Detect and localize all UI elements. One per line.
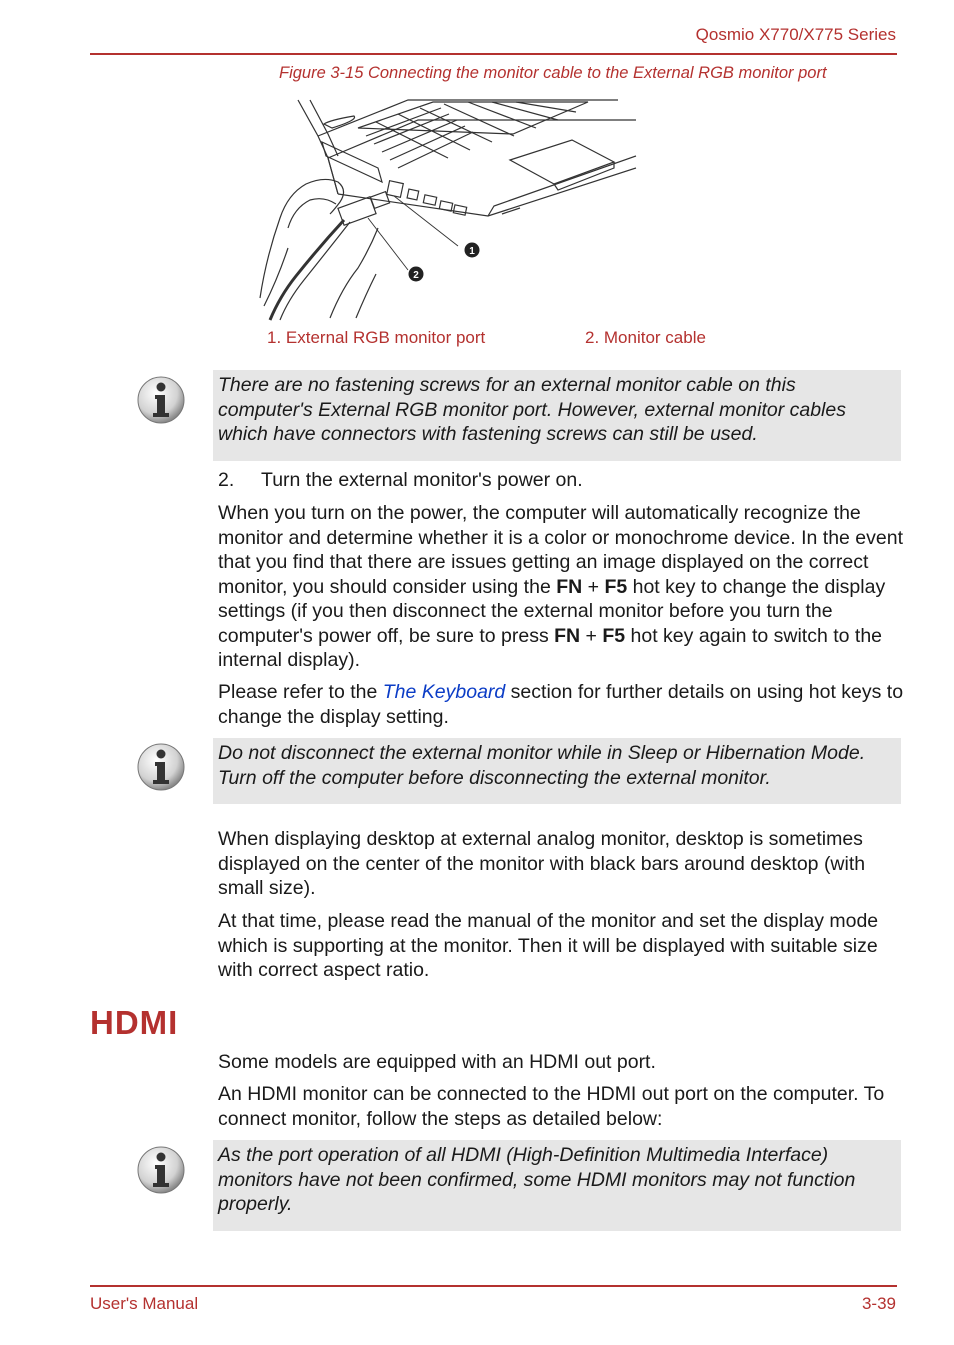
info-icon xyxy=(136,1145,186,1195)
f5-key: F5 xyxy=(604,575,628,598)
header-title: Qosmio X770/X775 Series xyxy=(695,25,896,44)
footer-rule xyxy=(90,1285,897,1287)
note-text: There are no fastening screws for an external monitor cable on this computer's External RGB monitor port. However, external monitor cables which have connectors with fastening screws can still be used. xyxy=(218,374,846,445)
fn-key: FN xyxy=(554,624,581,647)
paragraph-text: hot key again to switch to the internal display). xyxy=(218,624,883,671)
page-number: 3-39 xyxy=(861,1294,896,1313)
fn-key: FN xyxy=(556,575,583,598)
paragraph-text: Please refer to the xyxy=(218,681,383,703)
paragraph-text: section for further details on using hot keys to change the display setting. xyxy=(218,681,904,728)
note-text: As the port operation of all HDMI (High-Definition Multimedia Interface) monitors have not been confirmed, some HDMI monitors may not function properly. xyxy=(218,1144,856,1215)
paragraph-text: When you turn on the power, the computer will automatically recognize the monitor and determine whether it is a color or monochrome device. In the event that you find that there are issues getting an image displayed on the correct monitor, you should consider using the xyxy=(218,502,904,598)
info-icon xyxy=(136,375,186,425)
plus-sign: + xyxy=(582,575,605,598)
section-heading: HDMI xyxy=(90,1004,179,1041)
note-text: Do not disconnect the external monitor while in Sleep or Hibernation Mode. Turn off the computer before disconnecting the external monitor. xyxy=(218,742,866,789)
plus-sign: + xyxy=(580,624,603,647)
footer-left: User's Manual xyxy=(90,1294,199,1313)
header-rule xyxy=(90,53,897,55)
callout-2: 2 xyxy=(413,270,419,281)
note-box xyxy=(213,370,901,461)
paragraph: Some models are equipped with an HDMI out port. xyxy=(218,1051,656,1073)
paragraph: An HDMI monitor can be connected to the HDMI out port on the computer. To connect monitor, follow the steps as detailed below: xyxy=(218,1083,885,1130)
legend-item-cable: 2. Monitor cable xyxy=(585,328,706,347)
paragraph xyxy=(218,501,908,673)
paragraph: When displaying desktop at external analog monitor, desktop is sometimes displayed on the center of the monitor with black bars around desktop (with small size). xyxy=(218,828,866,899)
note-box xyxy=(213,738,901,804)
note-box xyxy=(213,1140,901,1231)
legend-item-port: 1. External RGB monitor port xyxy=(267,328,486,347)
keyboard-link[interactable]: The Keyboard xyxy=(382,681,506,703)
step-text: Turn the external monitor's power on. xyxy=(261,469,583,491)
info-icon xyxy=(136,742,186,792)
step-number: 2. xyxy=(218,469,235,491)
step-item xyxy=(218,468,908,493)
laptop-illustration xyxy=(258,98,638,322)
paragraph xyxy=(218,680,908,729)
f5-key: F5 xyxy=(602,624,626,647)
paragraph-text: hot key to change the display settings (if you then disconnect the external monitor before you turn the computer's power off, be sure to press xyxy=(218,575,886,647)
figure-caption: Figure 3-15 Connecting the monitor cable to the External RGB monitor port xyxy=(279,64,827,82)
paragraph: At that time, please read the manual of the monitor and set the display mode which is supporting at the monitor. Then it will be displayed with suitable size with correct aspect ratio. xyxy=(218,910,879,981)
callout-1: 1 xyxy=(469,246,475,257)
